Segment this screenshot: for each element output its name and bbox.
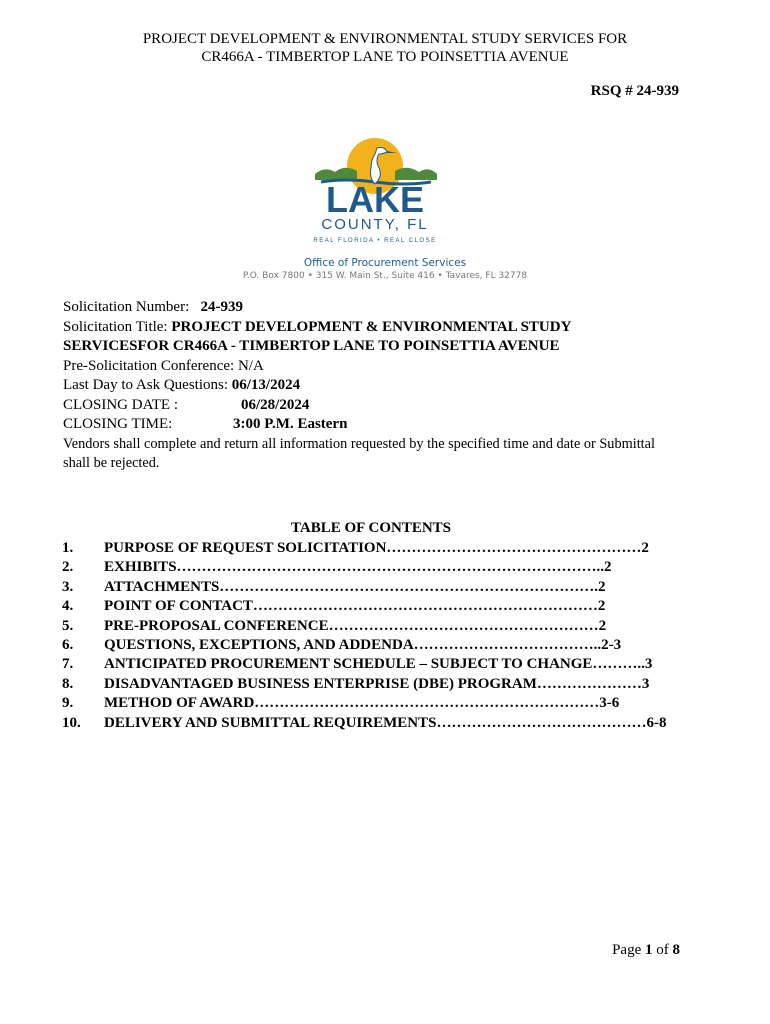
toc-item-number: 10.	[62, 714, 81, 731]
solicitation-title-value-1: PROJECT DEVELOPMENT & ENVIRONMENTAL STUDY	[171, 318, 572, 335]
toc-item	[62, 598, 702, 617]
toc-item-number: 9.	[62, 695, 74, 712]
toc-item-number: 1.	[62, 540, 74, 556]
closing-time-row	[63, 415, 693, 435]
toc-item	[62, 637, 702, 656]
toc-item-text: EXHIBITS…………………………………………………………………………..2	[104, 559, 612, 576]
toc-item-number: 4.	[62, 598, 74, 615]
solicitation-number-value: 24-939	[200, 299, 243, 315]
toc-item-number: 2.	[62, 559, 74, 576]
closing-date-value: 06/28/2024	[241, 396, 310, 413]
solicitation-number-label: Solicitation Number:	[63, 299, 190, 315]
table-of-contents	[62, 540, 702, 734]
toc-item	[62, 579, 702, 598]
last-day-label: Last Day to Ask Questions:	[63, 377, 228, 393]
logo-word-lake: LAKE	[326, 179, 424, 220]
toc-item-text: ANTICIPATED PROCUREMENT SCHEDULE – SUBJECT TO CHANGE………..3	[104, 656, 653, 673]
toc-item	[62, 559, 702, 578]
page-label: Page	[612, 942, 642, 958]
of-label: of	[656, 942, 669, 958]
toc-item-number: 5.	[62, 617, 74, 634]
page-footer	[612, 942, 680, 959]
page-number: 1	[645, 942, 653, 958]
last-day-value: 06/13/2024	[231, 377, 301, 393]
toc-item-text: DELIVERY AND SUBMITTAL REQUIREMENTS……………………………………6-8	[104, 714, 667, 731]
toc-item-number: 7.	[62, 656, 74, 673]
lake-county-logo	[305, 136, 445, 248]
pre-solicitation-conference: Pre-Solicitation Conference: N/A	[63, 357, 264, 374]
page-total: 8	[672, 942, 680, 958]
office-address: P.O. Box 7800 • 315 W. Main St., Suite 416 • Tavares, FL 32778	[242, 271, 528, 281]
toc-item	[62, 656, 702, 675]
toc-title: TABLE OF CONTENTS	[290, 520, 452, 536]
toc-item-text: PRE-PROPOSAL CONFERENCE………………………………………………2	[104, 617, 607, 634]
toc-item	[62, 676, 702, 695]
logo-word-county: COUNTY, FL	[321, 216, 429, 233]
toc-item-text: QUESTIONS, EXCEPTIONS, AND ADDENDA………………………………..2-3	[104, 636, 622, 653]
header-line-1: PROJECT DEVELOPMENT & ENVIRONMENTAL STUDY SERVICES FOR	[142, 31, 628, 47]
closing-date-row	[63, 396, 693, 416]
submittal-notice-2: shall be rejected.	[63, 455, 160, 471]
toc-item-number: 3.	[62, 578, 74, 595]
header-line-2: CR466A - TIMBERTOP LANE TO POINSETTIA AVENUE	[201, 49, 569, 65]
closing-date-label: CLOSING DATE :	[63, 396, 178, 413]
rsq-number: RSQ # 24-939	[590, 83, 679, 99]
logo-tagline: REAL FLORIDA • REAL CLOSE	[313, 238, 437, 244]
last-day-questions-row	[63, 376, 693, 396]
toc-item-number: 6.	[62, 636, 74, 653]
toc-item	[62, 540, 702, 559]
toc-item	[62, 715, 702, 734]
toc-item	[62, 695, 702, 714]
solicitation-title-row	[63, 318, 693, 338]
toc-item-number: 8.	[62, 675, 74, 692]
closing-time-label: CLOSING TIME:	[63, 416, 173, 432]
solicitation-number-row	[63, 298, 693, 318]
toc-item-text: ATTACHMENTS………………………………………………………………….2	[104, 578, 606, 595]
toc-item-text: POINT OF CONTACT……………………………………………………………2	[104, 598, 606, 615]
closing-time-value: 3:00 P.M. Eastern	[233, 416, 348, 432]
solicitation-title-value-2: SERVICESFOR CR466A - TIMBERTOP LANE TO POINSETTIA AVENUE	[63, 338, 560, 354]
office-name: Office of Procurement Services	[303, 257, 467, 269]
toc-item-text: PURPOSE OF REQUEST SOLICITATION……………………………………………2	[104, 540, 649, 556]
submittal-notice-1: Vendors shall complete and return all information requested by the specified time and date or Submittal	[63, 435, 655, 452]
toc-item	[62, 618, 702, 637]
toc-item-text: DISADVANTAGED BUSINESS ENTERPRISE (DBE) PROGRAM…………………3	[104, 675, 650, 692]
solicitation-title-row-2	[63, 337, 693, 357]
toc-item-text: METHOD OF AWARD……………………………………………………………3-6	[104, 695, 620, 712]
solicitation-info	[63, 298, 693, 474]
document-header	[0, 30, 770, 66]
solicitation-title-label: Solicitation Title:	[63, 318, 168, 335]
